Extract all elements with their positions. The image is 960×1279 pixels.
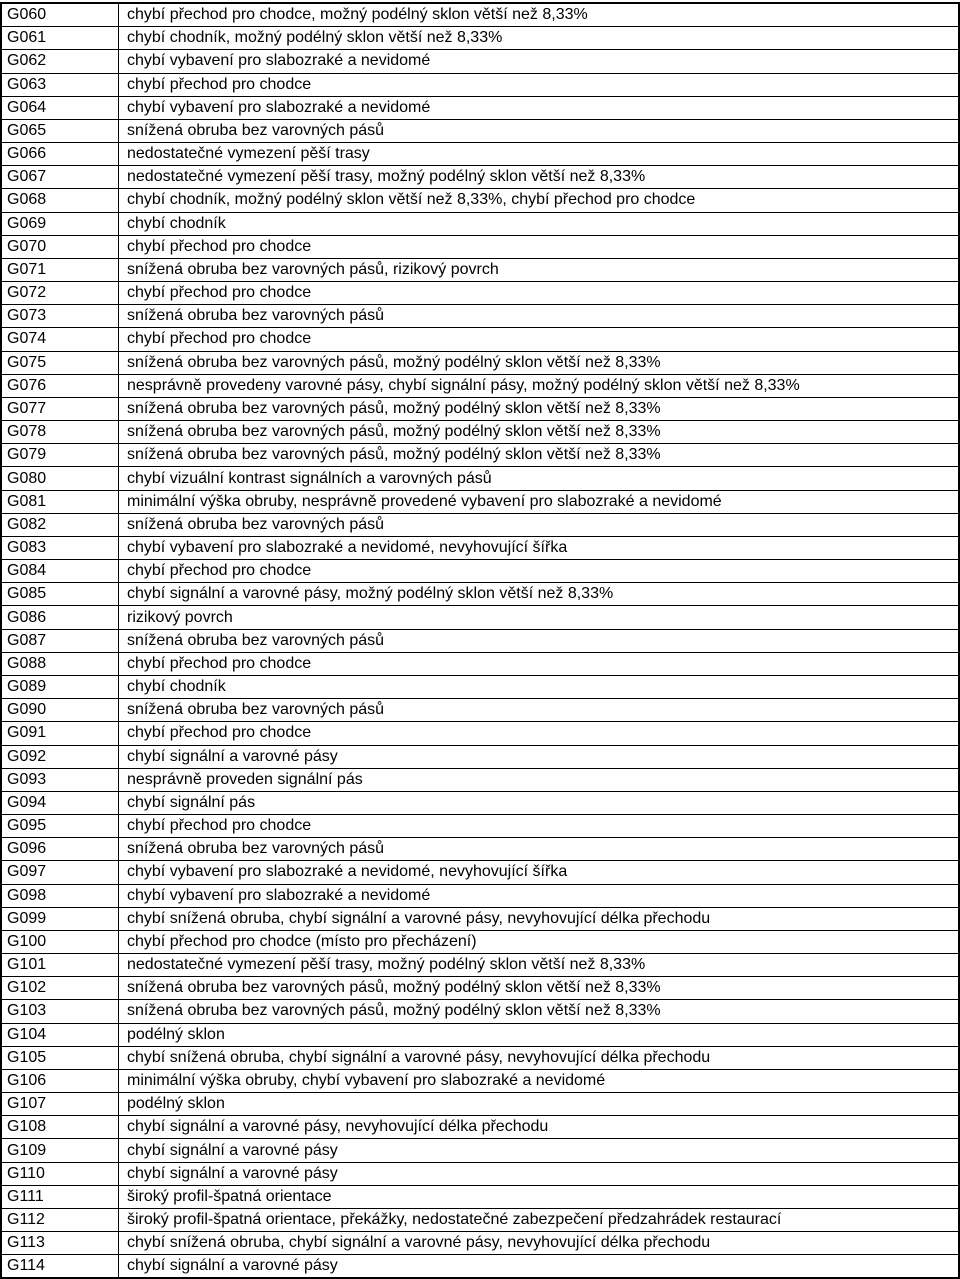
- table-row: [1, 861, 959, 884]
- table-row: [1, 397, 959, 420]
- table-row: [1, 745, 959, 768]
- table-row: [1, 1023, 959, 1046]
- row-code: G100: [1, 930, 119, 953]
- row-description: chybí signální pás: [119, 791, 960, 814]
- table-row: [1, 1208, 959, 1231]
- table-row: [1, 1139, 959, 1162]
- table-row: [1, 235, 959, 258]
- row-code: G105: [1, 1046, 119, 1069]
- table-row: [1, 838, 959, 861]
- table-row: [1, 1255, 959, 1279]
- table-row: [1, 768, 959, 791]
- row-description: chybí signální a varovné pásy, možný podélný sklon větší než 8,33%: [119, 583, 960, 606]
- row-description: chybí signální a varovné pásy: [119, 1162, 960, 1185]
- row-code: G064: [1, 96, 119, 119]
- row-description: snížená obruba bez varovných pásů, možný podélný sklon větší než 8,33%: [119, 351, 960, 374]
- table-row: [1, 1069, 959, 1092]
- row-description: nesprávně provedeny varovné pásy, chybí signální pásy, možný podélný sklon větší než 8,33%: [119, 374, 960, 397]
- table-row: [1, 791, 959, 814]
- row-code: G068: [1, 189, 119, 212]
- table-row: [1, 536, 959, 559]
- row-description: chybí snížená obruba, chybí signální a varovné pásy, nevyhovující délka přechodu: [119, 907, 960, 930]
- row-code: G098: [1, 884, 119, 907]
- table-row: [1, 490, 959, 513]
- table-row: [1, 96, 959, 119]
- table-row: [1, 444, 959, 467]
- row-description: nedostatečné vymezení pěší trasy, možný podélný sklon větší než 8,33%: [119, 166, 960, 189]
- row-description: chybí signální a varovné pásy: [119, 1255, 960, 1279]
- table-row: [1, 815, 959, 838]
- row-code: G089: [1, 675, 119, 698]
- table-row: [1, 629, 959, 652]
- row-code: G076: [1, 374, 119, 397]
- row-description: snížená obruba bez varovných pásů: [119, 119, 960, 142]
- row-description: chybí vybavení pro slabozraké a nevidomé: [119, 884, 960, 907]
- row-description: chybí přechod pro chodce: [119, 722, 960, 745]
- defects-table: [0, 2, 960, 1279]
- row-code: G096: [1, 838, 119, 861]
- table-row: [1, 282, 959, 305]
- row-code: G101: [1, 954, 119, 977]
- row-description: snížená obruba bez varovných pásů: [119, 629, 960, 652]
- row-code: G102: [1, 977, 119, 1000]
- table-row: [1, 374, 959, 397]
- row-description: chybí přechod pro chodce: [119, 652, 960, 675]
- row-description: chybí chodník, možný podélný sklon větší než 8,33%: [119, 27, 960, 50]
- row-description: chybí vybavení pro slabozraké a nevidomé, nevyhovující šířka: [119, 861, 960, 884]
- row-code: G082: [1, 513, 119, 536]
- row-description: snížená obruba bez varovných pásů, možný podélný sklon větší než 8,33%: [119, 977, 960, 1000]
- row-description: snížená obruba bez varovných pásů: [119, 305, 960, 328]
- row-description: chybí přechod pro chodce: [119, 328, 960, 351]
- table-row: [1, 212, 959, 235]
- row-code: G073: [1, 305, 119, 328]
- row-code: G069: [1, 212, 119, 235]
- row-description: snížená obruba bez varovných pásů: [119, 838, 960, 861]
- table-row: [1, 699, 959, 722]
- row-description: snížená obruba bez varovných pásů, možný podélný sklon větší než 8,33%: [119, 444, 960, 467]
- row-code: G108: [1, 1116, 119, 1139]
- row-code: G060: [1, 3, 119, 27]
- row-description: nedostatečné vymezení pěší trasy: [119, 143, 960, 166]
- table-row: [1, 652, 959, 675]
- row-description: chybí vybavení pro slabozraké a nevidomé: [119, 50, 960, 73]
- row-code: G078: [1, 421, 119, 444]
- table-row: [1, 73, 959, 96]
- row-code: G113: [1, 1232, 119, 1255]
- row-code: G083: [1, 536, 119, 559]
- table-row: [1, 1185, 959, 1208]
- row-code: G099: [1, 907, 119, 930]
- table-row: [1, 1000, 959, 1023]
- table-row: [1, 258, 959, 281]
- row-code: G106: [1, 1069, 119, 1092]
- row-description: chybí chodník, možný podélný sklon větší než 8,33%, chybí přechod pro chodce: [119, 189, 960, 212]
- table-row: [1, 1116, 959, 1139]
- row-code: G109: [1, 1139, 119, 1162]
- table-row: [1, 3, 959, 27]
- table-row: [1, 305, 959, 328]
- table-row: [1, 421, 959, 444]
- row-code: G088: [1, 652, 119, 675]
- row-description: chybí snížená obruba, chybí signální a varovné pásy, nevyhovující délka přechodu: [119, 1232, 960, 1255]
- table-row: [1, 1232, 959, 1255]
- row-code: G103: [1, 1000, 119, 1023]
- table-row: [1, 27, 959, 50]
- row-code: G107: [1, 1093, 119, 1116]
- row-description: chybí vybavení pro slabozraké a nevidomé: [119, 96, 960, 119]
- row-code: G087: [1, 629, 119, 652]
- row-code: G071: [1, 258, 119, 281]
- table-row: [1, 884, 959, 907]
- table-row: [1, 189, 959, 212]
- row-code: G080: [1, 467, 119, 490]
- row-description: široký profil-špatná orientace: [119, 1185, 960, 1208]
- table-row: [1, 977, 959, 1000]
- row-description: rizikový povrch: [119, 606, 960, 629]
- row-description: chybí přechod pro chodce: [119, 815, 960, 838]
- row-code: G090: [1, 699, 119, 722]
- row-description: podélný sklon: [119, 1093, 960, 1116]
- row-description: chybí přechod pro chodce (místo pro přecházení): [119, 930, 960, 953]
- row-code: G072: [1, 282, 119, 305]
- row-code: G091: [1, 722, 119, 745]
- row-code: G062: [1, 50, 119, 73]
- table-row: [1, 606, 959, 629]
- row-description: snížená obruba bez varovných pásů: [119, 513, 960, 536]
- table-row: [1, 675, 959, 698]
- row-description: široký profil-špatná orientace, překážky, nedostatečné zabezpečení předzahrádek restaurací: [119, 1208, 960, 1231]
- row-code: G112: [1, 1208, 119, 1231]
- row-description: chybí snížená obruba, chybí signální a varovné pásy, nevyhovující délka přechodu: [119, 1046, 960, 1069]
- table-row: [1, 583, 959, 606]
- row-description: nesprávně proveden signální pás: [119, 768, 960, 791]
- defects-table-body: [1, 3, 959, 1278]
- row-code: G094: [1, 791, 119, 814]
- row-code: G075: [1, 351, 119, 374]
- table-row: [1, 119, 959, 142]
- row-code: G097: [1, 861, 119, 884]
- row-description: podélný sklon: [119, 1023, 960, 1046]
- row-description: chybí vizuální kontrast signálních a varovných pásů: [119, 467, 960, 490]
- table-row: [1, 143, 959, 166]
- row-description: chybí vybavení pro slabozraké a nevidomé, nevyhovující šířka: [119, 536, 960, 559]
- row-code: G077: [1, 397, 119, 420]
- table-row: [1, 513, 959, 536]
- row-code: G084: [1, 560, 119, 583]
- row-description: snížená obruba bez varovných pásů, rizikový povrch: [119, 258, 960, 281]
- row-code: G086: [1, 606, 119, 629]
- table-row: [1, 467, 959, 490]
- row-code: G063: [1, 73, 119, 96]
- row-description: snížená obruba bez varovných pásů, možný podélný sklon větší než 8,33%: [119, 1000, 960, 1023]
- table-row: [1, 560, 959, 583]
- row-code: G070: [1, 235, 119, 258]
- row-code: G079: [1, 444, 119, 467]
- row-description: nedostatečné vymezení pěší trasy, možný podélný sklon větší než 8,33%: [119, 954, 960, 977]
- table-row: [1, 930, 959, 953]
- table-row: [1, 907, 959, 930]
- row-code: G066: [1, 143, 119, 166]
- table-row: [1, 166, 959, 189]
- row-code: G114: [1, 1255, 119, 1279]
- row-description: snížená obruba bez varovných pásů: [119, 699, 960, 722]
- row-description: chybí signální a varovné pásy: [119, 1139, 960, 1162]
- table-row: [1, 722, 959, 745]
- table-row: [1, 351, 959, 374]
- row-description: chybí přechod pro chodce: [119, 560, 960, 583]
- row-code: G081: [1, 490, 119, 513]
- row-description: chybí přechod pro chodce, možný podélný sklon větší než 8,33%: [119, 3, 960, 27]
- row-code: G111: [1, 1185, 119, 1208]
- row-code: G065: [1, 119, 119, 142]
- table-row: [1, 954, 959, 977]
- table-row: [1, 1093, 959, 1116]
- table-row: [1, 328, 959, 351]
- row-code: G061: [1, 27, 119, 50]
- row-description: chybí přechod pro chodce: [119, 235, 960, 258]
- row-code: G092: [1, 745, 119, 768]
- row-description: chybí signální a varovné pásy, nevyhovující délka přechodu: [119, 1116, 960, 1139]
- row-code: G095: [1, 815, 119, 838]
- table-row: [1, 1046, 959, 1069]
- row-description: minimální výška obruby, chybí vybavení pro slabozraké a nevidomé: [119, 1069, 960, 1092]
- row-description: minimální výška obruby, nesprávně provedené vybavení pro slabozraké a nevidomé: [119, 490, 960, 513]
- row-code: G074: [1, 328, 119, 351]
- row-description: snížená obruba bez varovných pásů, možný podélný sklon větší než 8,33%: [119, 421, 960, 444]
- row-description: chybí chodník: [119, 212, 960, 235]
- row-description: chybí signální a varovné pásy: [119, 745, 960, 768]
- row-description: snížená obruba bez varovných pásů, možný podélný sklon větší než 8,33%: [119, 397, 960, 420]
- row-description: chybí přechod pro chodce: [119, 282, 960, 305]
- row-code: G110: [1, 1162, 119, 1185]
- row-code: G067: [1, 166, 119, 189]
- row-description: chybí chodník: [119, 675, 960, 698]
- row-code: G093: [1, 768, 119, 791]
- row-code: G104: [1, 1023, 119, 1046]
- row-code: G085: [1, 583, 119, 606]
- row-description: chybí přechod pro chodce: [119, 73, 960, 96]
- table-row: [1, 50, 959, 73]
- table-row: [1, 1162, 959, 1185]
